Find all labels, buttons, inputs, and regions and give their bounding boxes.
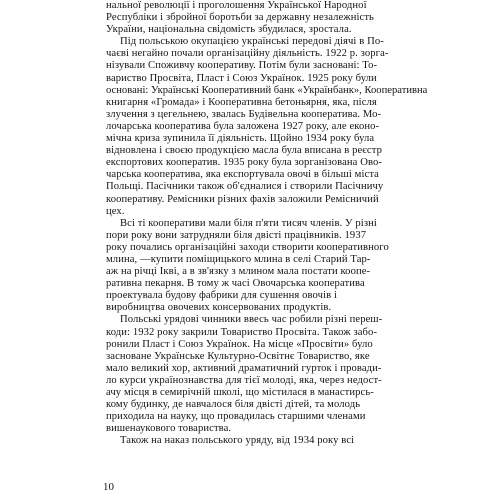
text-line: року почались організаційні заходи створити кооперативного [106,241,389,253]
text-line: цех. [106,205,125,217]
text-line: експортових кооператив. 1935 року була зорганізована Ово- [106,157,383,169]
text-line: Також на наказ польського уряду, від 1934 року всі [120,435,355,447]
text-line: млина, —купити поміщицького млина в селі Старий Тар- [106,253,371,265]
text-line: злучення з цегельнею, звалась Будівельна кооператива. Мо- [106,108,382,120]
text-line: кому будинку, де навчалося біля двісті дітей, та молодь [106,399,361,411]
text-line: Польщі. Пасічники також об'єдналися і створили Пасічничу [106,181,384,193]
text-line: України, національна свідомість збудилася, зростала. [106,24,352,36]
text-line: ло курси українознавства для тієї молоді, яка, через недост- [106,374,382,386]
text-line: вариство Просвіта, Пласт і Союз Українок. 1925 року були [106,72,377,84]
text-line: нізували Споживчу кооперативу. Потім були засновані: То- [106,60,378,72]
text-line: чарська кооператива, яка експортувала овочі в більші міста [106,169,379,181]
text-line: ронили Пласт і Союз Українок. На місце «Просвіти» було [106,338,373,350]
text-line: чаєві негайно почали організаційну діяльність. 1922 р. зорга- [106,48,389,60]
text-line: приходила на науку, що провадилась старшими членами [106,411,366,423]
text-line: засноване Українське Культурно-Освітнє Товариство, яке [106,350,370,362]
text-line: лочарська кооператива була заложена 1927 року, але еконо- [106,120,380,132]
text-line: нальної революції і проголошення Української Народної [106,0,367,11]
text-line: книгарня «Громада» і Кооперативна бетоньярня, яка, після [106,96,377,108]
text-line: мало великий хор, активний драматичний гурток і провади- [106,362,382,374]
text-line: Республіки і збройної боротьби за державну незалежність [106,12,374,24]
text-line: мічна криза зупинила її діяльність. Щойно 1934 року була [106,133,375,145]
text-line: пори року вони затрудняли біля двісті працівників. 1937 [106,229,367,241]
text-line: Під польською окупацією українські передові діячі в По- [120,36,384,48]
text-line: відновлена і своєю продукцією масла була вписана в реєстр [106,145,382,157]
text-line: Польські урядові чинники ввесь час робили різні переш- [120,314,383,326]
text-line: ачу місця в семирічній школі, що містилася в манастирсь- [106,387,374,398]
text-line: виробництва овочевих консервованих продуктів. [106,302,332,314]
text-line: кооперативу. Ремісники різних фахів заложили Ремісничий [106,193,379,205]
text-line: основані: Українські Кооперативний банк «Українбанк», Кооперативна [106,84,428,96]
text-line: ративна пекарня. В тому ж часі Овочарська кооператива [106,278,365,290]
page-number: 10 [103,481,114,493]
text-line: аж на річці Ікві, а в зв'язку з млином мала постати коопе- [106,266,371,278]
text-line: Всі ті кооперативи мали біля п'яти тисяч членів. У різні [120,217,377,229]
body-text [106,0,432,447]
text-line: проектувала будову фабрики для сушення овочів і [106,290,338,302]
text-line: вишенаукового товариства. [106,423,232,435]
text-line: коди: 1932 року закрили Товариство Просвіта. Також забо- [106,326,378,338]
